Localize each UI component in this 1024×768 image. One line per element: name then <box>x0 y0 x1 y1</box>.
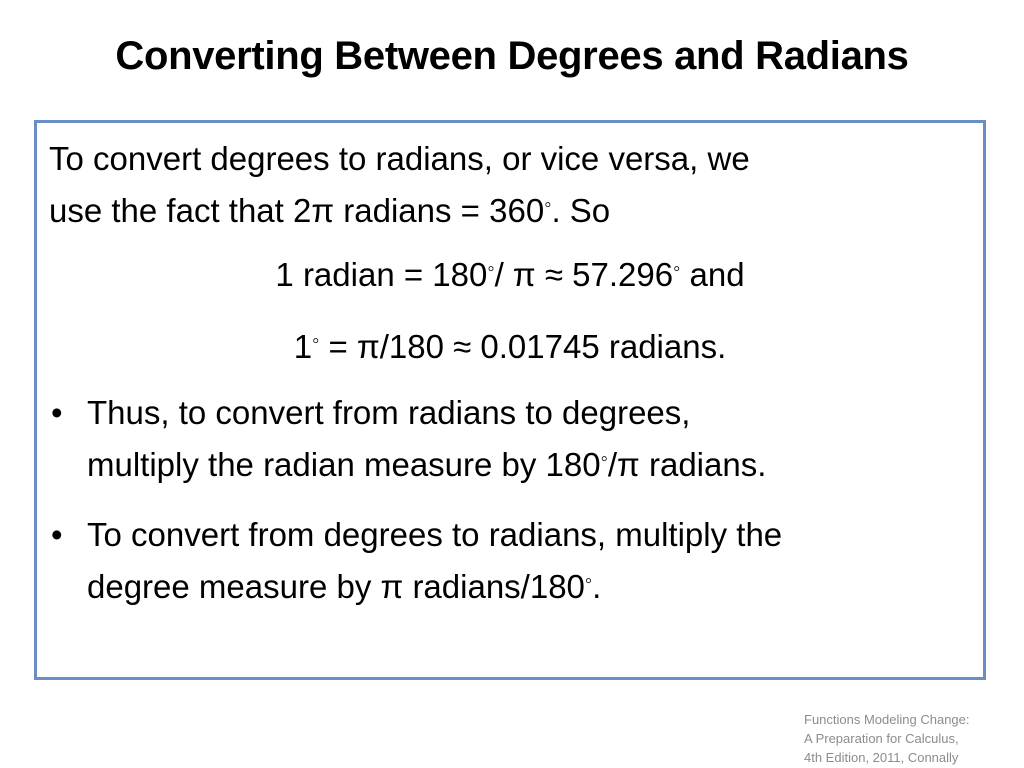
degree-symbol: ◦ <box>584 568 593 592</box>
formula-radian-to-degrees: 1 radian = 180◦/ π ≈ 57.296◦ and <box>275 256 745 293</box>
bullet-degrees-to-radians <box>49 509 971 613</box>
bullet-radians-to-degrees <box>49 387 971 491</box>
degree-symbol: ◦ <box>544 192 552 216</box>
credit-line-3: 4th Edition, 2011, Connally <box>804 750 959 765</box>
degree-symbol: ◦ <box>487 256 495 280</box>
source-credit <box>804 710 1019 767</box>
bullet-dot-icon: • <box>51 394 63 431</box>
bullet-dot-icon: • <box>51 516 63 553</box>
bullet-line-2: degree measure by π radians/180◦. <box>87 568 602 605</box>
intro-line-1: To convert degrees to radians, or vice versa, we <box>49 140 750 177</box>
content-box <box>34 120 986 680</box>
credit-line-2: A Preparation for Calculus, <box>804 731 959 746</box>
credit-line-1: Functions Modeling Change: <box>804 712 970 727</box>
formula-degree-to-radians: 1◦ = π/180 ≈ 0.01745 radians. <box>293 328 727 365</box>
bullet-line-2: multiply the radian measure by 180◦/π radians. <box>87 446 767 483</box>
bullet-list <box>49 387 971 613</box>
degree-symbol: ◦ <box>673 256 681 280</box>
bullet-line-1: Thus, to convert from radians to degrees, <box>87 394 691 431</box>
degree-symbol: ◦ <box>312 328 320 352</box>
slide-title: Converting Between Degrees and Radians <box>115 34 909 78</box>
degree-symbol: ◦ <box>600 446 608 470</box>
bullet-line-1: To convert from degrees to radians, multiply the <box>87 516 783 553</box>
intro-line-2: use the fact that 2π radians = 360◦. So <box>49 192 611 229</box>
intro-paragraph <box>49 133 971 237</box>
